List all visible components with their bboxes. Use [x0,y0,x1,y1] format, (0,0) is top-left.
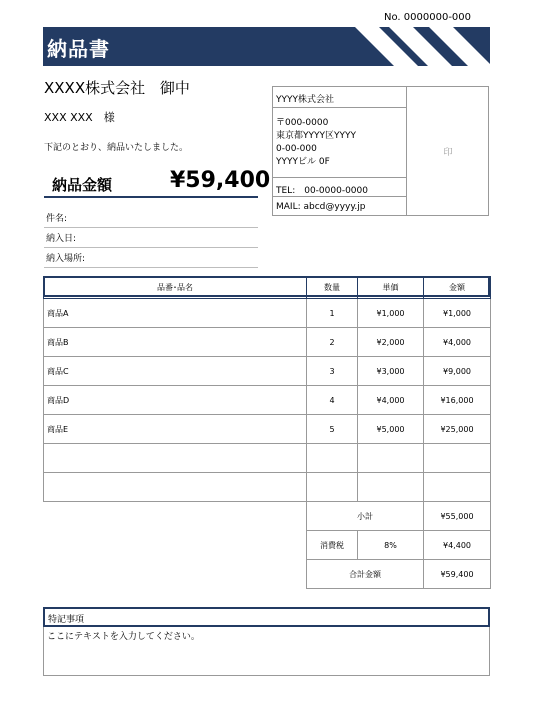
item-price [358,473,424,502]
item-price: ¥5,000 [358,415,424,444]
item-qty: 2 [307,328,358,357]
tax-value: ¥4,400 [424,531,491,560]
sender-mail: MAIL: abcd@yyyy.jp [276,202,366,212]
item-name: 商品A [44,299,307,328]
notes-title [43,607,490,627]
notes-body[interactable] [43,627,490,676]
notes-body-text: ここにテキストを入力してください。 [47,632,200,642]
sender-address-line2: 0-00-000 [276,144,317,154]
meta-label: 納入日: [46,234,77,244]
page-title: 納品書 [47,37,110,61]
tax-label: 消費税 [307,531,358,560]
sender-tel: TEL: 00-0000-0000 [273,178,407,197]
sender-address-line1: 東京都YYYY区YYYY [276,131,356,141]
amount-underline [44,196,258,198]
subtotal-row [44,502,491,531]
item-amount [424,473,491,502]
column-header-price: 単価 [358,277,424,299]
item-qty: 1 [307,299,358,328]
amount-value: ¥59,400 [170,168,271,193]
item-qty [307,444,358,473]
meta-label: 納入場所: [46,254,86,264]
table-row[interactable] [44,386,491,415]
sender-info [273,87,407,215]
item-price: ¥2,000 [358,328,424,357]
item-amount: ¥1,000 [424,299,491,328]
item-price: ¥1,000 [358,299,424,328]
sender-box [272,86,489,216]
item-amount: ¥4,000 [424,328,491,357]
recipient-company [44,77,190,98]
item-qty [307,473,358,502]
meta-row-subject[interactable] [44,207,258,228]
table-row[interactable] [44,299,491,328]
intro-text: 下記のとおり、納品いたしました。 [44,143,189,153]
items-table [43,276,491,589]
item-qty: 3 [307,357,358,386]
table-row[interactable] [44,357,491,386]
subtotal-value: ¥55,000 [424,502,491,531]
meta-label: 件名: [46,214,68,224]
sender-postal: 〒000-0000 [276,118,329,128]
total-label: 合計金額 [307,560,424,589]
item-name: 商品E [44,415,307,444]
item-name: 商品C [44,357,307,386]
recipient-company-name: XXXX株式会社 [44,79,146,97]
title-bar [43,27,490,66]
item-qty: 4 [307,386,358,415]
table-row[interactable] [44,328,491,357]
column-header-item: 品番･品名 [44,277,307,299]
item-price: ¥4,000 [358,386,424,415]
item-name [44,473,307,502]
item-amount [424,444,491,473]
seal-box: 印 [443,147,453,158]
sender-address [273,108,407,178]
recipient-person: XXX XXX 様 [44,111,115,124]
recipient-honorific: 御中 [159,79,190,97]
amount-label: 納品金額 [52,176,113,194]
document-number: No. 0000000-000 [384,12,472,23]
item-qty: 5 [307,415,358,444]
meta-row-delivery-place[interactable] [44,247,258,268]
column-header-amount: 金額 [424,277,491,299]
tax-rate: 8% [358,531,424,560]
stripe-decoration [343,27,490,66]
sender-company: YYYY株式会社 [273,87,407,108]
subtotal-label: 小計 [307,502,424,531]
column-header-qty: 数量 [307,277,358,299]
item-amount: ¥9,000 [424,357,491,386]
item-amount: ¥25,000 [424,415,491,444]
item-name [44,444,307,473]
item-price [358,444,424,473]
meta-row-delivery-date[interactable] [44,227,258,248]
item-name: 商品B [44,328,307,357]
item-price: ¥3,000 [358,357,424,386]
tax-row [44,531,491,560]
item-name: 商品D [44,386,307,415]
sender-address-line3: YYYYビル 0F [276,157,330,167]
table-row[interactable] [44,415,491,444]
notes-title-text: 特記事項 [48,615,85,625]
table-header-row [44,277,491,299]
item-amount: ¥16,000 [424,386,491,415]
table-row[interactable] [44,444,491,473]
table-row[interactable] [44,473,491,502]
total-row [44,560,491,589]
total-value: ¥59,400 [424,560,491,589]
